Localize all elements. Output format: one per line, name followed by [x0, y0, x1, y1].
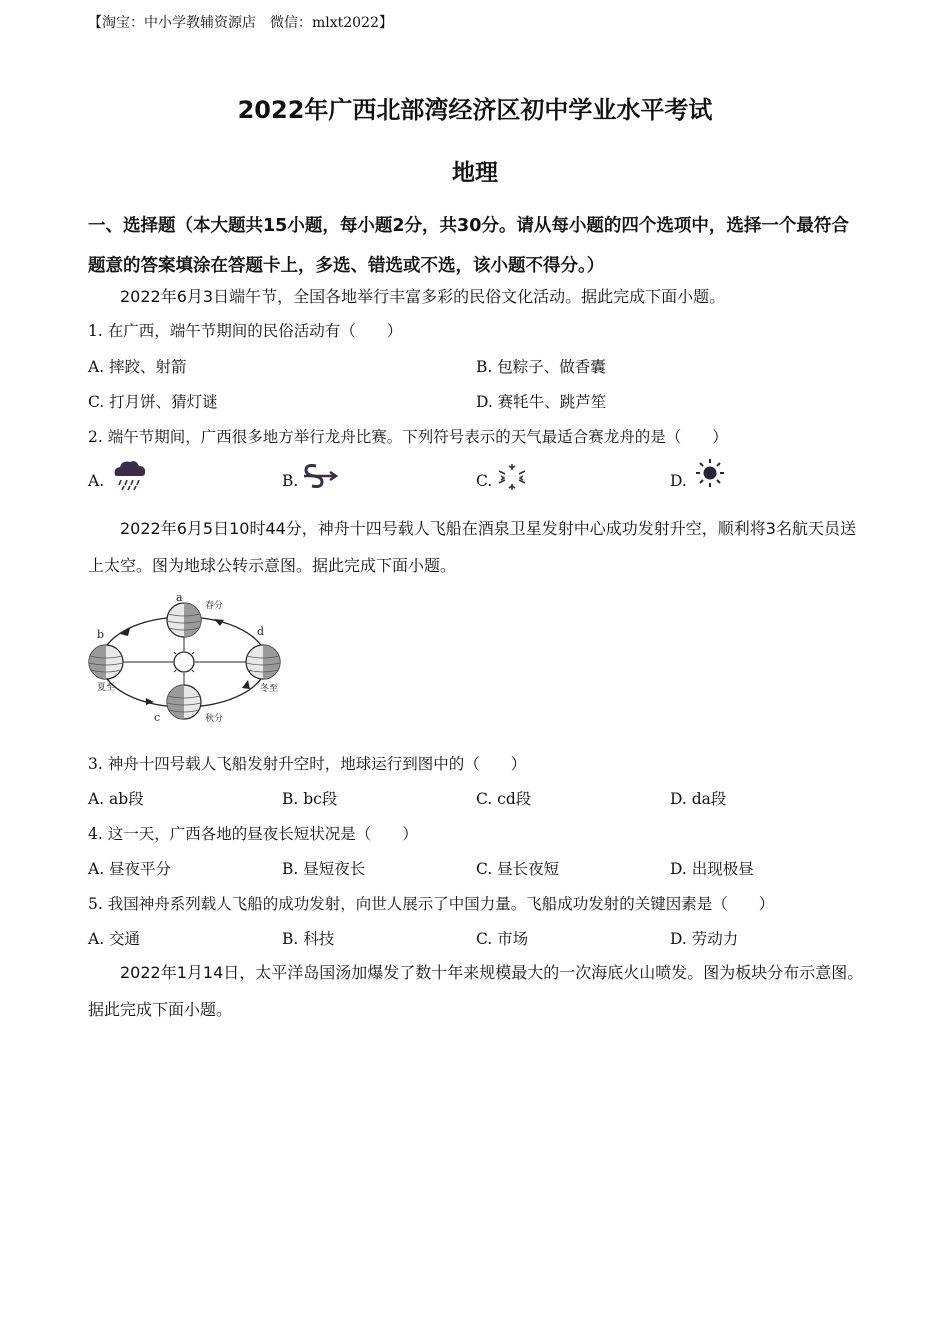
- page-header: 【淘宝：中小学教辅资源店 微信：mlxt2022】: [88, 15, 393, 31]
- question-2-option-d: D.: [670, 472, 687, 490]
- question-3-stem: 3. 神舟十四号载人飞船发射升空时，地球运行到图中的（ ）: [88, 755, 527, 773]
- earth-revolution-diagram: [84, 590, 288, 730]
- subject-title: 地理: [452, 160, 498, 186]
- question-4-option-b: B. 昼短夜长: [282, 860, 366, 878]
- exam-title: 2022年广西北部湾经济区初中学业水平考试: [237, 96, 713, 124]
- term-label-autumn: 秋分: [205, 714, 224, 724]
- sun-center: [170, 648, 198, 676]
- question-1-option-c: C. 打月饼、猜灯谜: [88, 393, 218, 411]
- earth-spring-a: [167, 603, 201, 637]
- term-label-summer: 夏至: [97, 683, 116, 693]
- wind-icon: [300, 462, 340, 490]
- question-5-option-d: D. 劳动力: [670, 930, 739, 948]
- question-3-option-c: C. cd段: [476, 790, 532, 808]
- question-4-option-a: A. 昼夜平分: [88, 860, 172, 878]
- point-label-b: b: [97, 628, 105, 641]
- question-2-option-c: C.: [476, 472, 493, 490]
- question-1-stem: 1. 在广西，端午节期间的民俗活动有（ ）: [88, 322, 403, 340]
- question-5-stem: 5. 我国神舟系列载人飞船的成功发射，向世人展示了中国力量。飞船成功发射的关键因素是（ ）: [88, 895, 775, 913]
- intro-dragon-boat: 2022年6月3日端午节，全国各地举行丰富多彩的民俗文化活动。据此完成下面小题。: [120, 287, 726, 306]
- question-2-option-a: A.: [88, 472, 105, 490]
- earth-summer-b: [89, 645, 123, 679]
- question-5-option-a: A. 交通: [88, 930, 141, 948]
- question-4-stem: 4. 这一天，广西各地的昼夜长短状况是（ ）: [88, 825, 418, 843]
- intro-shenzhou: 2022年6月5日10时44分，神舟十四号载人飞船在酒泉卫星发射中心成功发射升空，顺利将3名航天员送上太空。图为地球公转示意图。据此完成下面小题。: [88, 519, 856, 575]
- term-label-spring: 春分: [205, 601, 224, 611]
- question-3-option-b: B. bc段: [282, 790, 338, 808]
- earth-autumn-c: [167, 685, 201, 719]
- question-1-option-a: A. 摔跤、射箭: [88, 358, 187, 376]
- question-3-option-a: A. ab段: [88, 790, 144, 808]
- question-5-option-c: C. 市场: [476, 930, 529, 948]
- point-label-a: a: [176, 591, 183, 604]
- earth-winter-d: [246, 645, 280, 679]
- point-label-d: d: [257, 625, 265, 638]
- question-2-stem: 2. 端午节期间，广西很多地方举行龙舟比赛。下列符号表示的天气最适合赛龙舟的是（ ）: [88, 428, 728, 446]
- term-label-winter: 冬至: [260, 684, 279, 694]
- question-2-option-b: B.: [282, 472, 299, 490]
- rain-cloud-icon: [110, 458, 148, 492]
- question-5-option-b: B. 科技: [282, 930, 335, 948]
- question-1-option-d: D. 赛牦牛、跳芦笙: [476, 393, 607, 411]
- point-label-c: c: [154, 711, 161, 724]
- intro-tonga-volcano: 2022年1月14日，太平洋岛国汤加爆发了数十年来规模最大的一次海底火山喷发。图为板块分布示意图。据此完成下面小题。: [88, 963, 864, 1019]
- question-4-option-d: D. 出现极昼: [670, 860, 754, 878]
- snow-icon: [496, 462, 528, 492]
- question-4-option-c: C. 昼长夜短: [476, 860, 560, 878]
- question-3-option-d: D. da段: [670, 790, 727, 808]
- sun-icon: [694, 457, 726, 491]
- section-heading: 一、选择题（本大题共15小题，每小题2分，共30分。请从每小题的四个选项中，选择一个最符合题意的答案填涂在答题卡上，多选、错选或不选，该小题不得分。）: [88, 216, 849, 276]
- question-1-option-b: B. 包粽子、做香囊: [476, 358, 606, 376]
